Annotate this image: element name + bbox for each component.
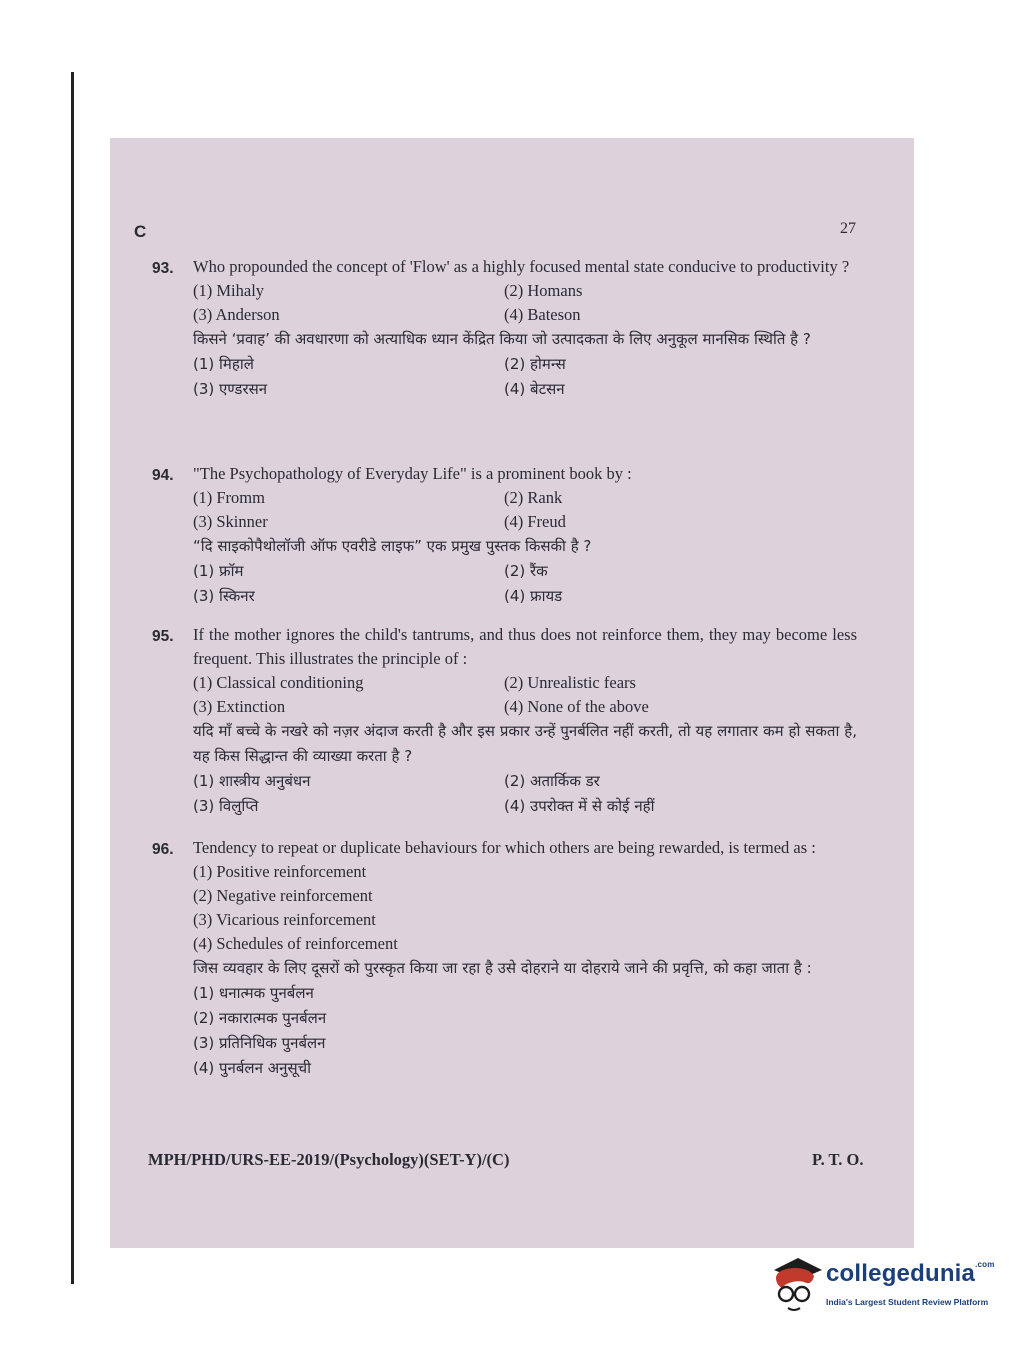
question-text-en: "The Psychopathology of Everyday Life" is a prominent book by : — [193, 464, 632, 483]
question-number: 96. — [152, 841, 174, 858]
option: (1) फ्रॉम — [193, 562, 244, 580]
option: (3) Vicarious reinforcement — [193, 910, 376, 929]
brand-tagline: India's Largest Student Review Platform — [826, 1297, 989, 1307]
option: (1) धनात्मक पुनर्बलन — [193, 984, 314, 1002]
options-en — [193, 486, 857, 534]
option: (2) Rank — [504, 488, 563, 507]
question-text-hi: यदि माँ बच्चे के नखरे को नज़र अंदाज करती है और इस प्रकार उन्हें पुनर्बलित नहीं करती, तो यह लगातार कम हो सकता है, यह किस सिद्धान्त की व्याख्या करता है ? — [193, 722, 857, 765]
option: (4) बेटसन — [504, 380, 565, 398]
option: (3) Extinction — [193, 697, 286, 716]
option: (2) होमन्स — [504, 355, 566, 373]
question-text-hi: किसने ‘प्रवाह’ की अवधारणा को अत्याधिक ध्यान केंद्रित किया जो उत्पादकता के लिए अनुकूल मानसिक स्थिति है ? — [193, 330, 811, 348]
question-94 — [152, 462, 857, 609]
option: (4) Freud — [504, 512, 566, 531]
question-number: 93. — [152, 260, 174, 277]
option: (1) Fromm — [193, 488, 265, 507]
option: (1) Mihaly — [193, 281, 265, 300]
option: (2) नकारात्मक पुनर्बलन — [193, 1009, 327, 1027]
option: (1) Classical conditioning — [193, 673, 364, 692]
graduate-cap-mascot-icon — [768, 1250, 824, 1316]
option: (4) None of the above — [504, 697, 649, 716]
option: (4) फ्रायड — [504, 587, 563, 605]
option: (2) Unrealistic fears — [504, 673, 636, 692]
option: (1) मिहाले — [193, 355, 254, 373]
option: (2) अतार्किक डर — [504, 772, 600, 790]
option: (1) Positive reinforcement — [193, 862, 367, 881]
option: (4) Schedules of reinforcement — [193, 934, 398, 953]
question-95 — [152, 623, 857, 819]
option: (2) Negative reinforcement — [193, 886, 373, 905]
option: (3) एण्डरसन — [193, 380, 268, 398]
option: (3) Anderson — [193, 305, 280, 324]
question-96 — [152, 836, 857, 1081]
options-hi — [193, 559, 857, 609]
option: (3) स्किनर — [193, 587, 255, 605]
options-hi — [193, 769, 857, 819]
set-code: C — [134, 222, 147, 241]
question-text-en: Tendency to repeat or duplicate behaviours for which others are being rewarded, is termed as : — [193, 838, 816, 857]
scan-edge-rule — [71, 72, 74, 1284]
question-text-en: If the mother ignores the child's tantrums, and thus does not reinforce them, they may become less frequent. This illustrates the principle of : — [193, 625, 857, 668]
question-number: 94. — [152, 467, 174, 484]
options-hi — [193, 981, 857, 1081]
collegedunia-watermark[interactable] — [768, 1250, 998, 1320]
question-number: 95. — [152, 628, 174, 645]
option: (4) Bateson — [504, 305, 581, 324]
options-en — [193, 860, 857, 956]
please-turn-over: P. T. O. — [812, 1150, 864, 1169]
option: (3) प्रतिनिधिक पुनर्बलन — [193, 1034, 326, 1052]
option: (2) Homans — [504, 281, 583, 300]
page-number: 27 — [840, 220, 856, 237]
option: (1) शास्त्रीय अनुबंधन — [193, 772, 311, 790]
paper-code: MPH/PHD/URS-EE-2019/(Psychology)(SET-Y)/(C) — [148, 1150, 510, 1169]
option: (4) उपरोक्त में से कोई नहीं — [504, 797, 655, 815]
option: (3) Skinner — [193, 512, 268, 531]
option: (2) रैंक — [504, 562, 548, 580]
question-text-hi: जिस व्यवहार के लिए दूसरों को पुरस्कृत किया जा रहा है उसे दोहराने या दोहराये जाने की प्रवृत्ति, को कहा जाता है : — [193, 959, 812, 977]
question-93 — [152, 255, 857, 402]
options-en — [193, 671, 857, 719]
option: (3) विलुप्ति — [193, 797, 259, 815]
question-text-en: Who propounded the concept of 'Flow' as a highly focused mental state conducive to productivity ? — [193, 257, 850, 276]
brand-name: collegedunia$^{.com}$ — [826, 1260, 995, 1287]
question-text-hi: “दि साइकोपैथोलॉजी ऑफ एवरीडे लाइफ” एक प्रमुख पुस्तक किसकी है ? — [193, 537, 592, 555]
options-en — [193, 279, 857, 327]
options-hi — [193, 352, 857, 402]
option: (4) पुनर्बलन अनुसूची — [193, 1059, 312, 1077]
